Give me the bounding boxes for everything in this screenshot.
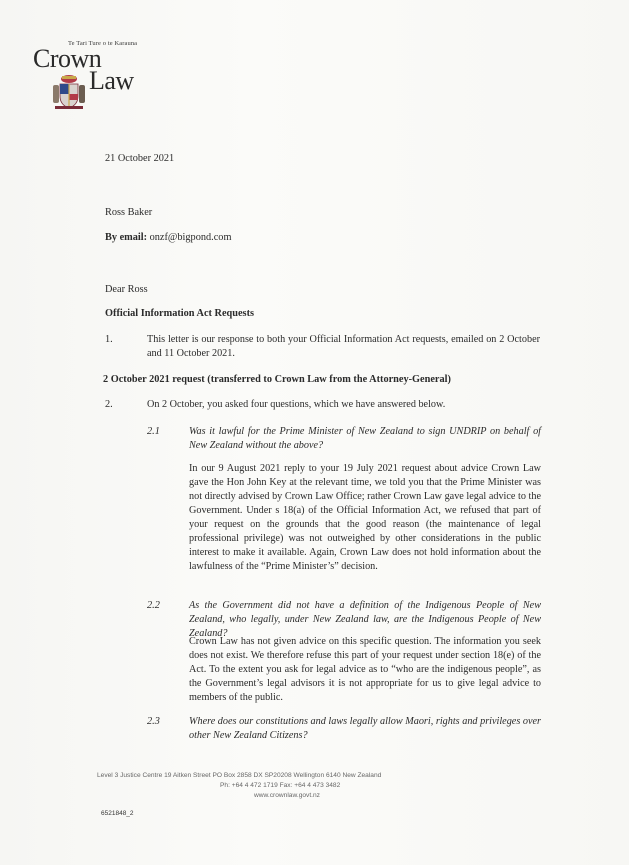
letter-date: 21 October 2021: [105, 153, 175, 164]
section-heading: 2 October 2021 request (transferred to Crown Law from the Attorney-General): [103, 374, 451, 385]
para1-number: 1.: [105, 334, 113, 345]
letter-heading: Official Information Act Requests: [105, 308, 255, 319]
email-label: By email:: [105, 232, 148, 243]
q21-question: Was it lawful for the Prime Minister of New Zealand to sign UNDRIP on behalf of New Zealand without the above?: [189, 426, 541, 451]
q21-number: 2.1: [147, 426, 160, 437]
para2-number: 2.: [105, 399, 113, 410]
q22-answer: Crown Law has not given advice on this specific question. The information you seek does not exist. We therefore refuse this part of your request under section 18(e) of the Act. To the extent you ask for legal advice as to “who are the indigenous people”, as the Government’s legal advisors it is not appropriate for us to give legal advice to members of the public.: [189, 636, 541, 703]
coat-of-arms-icon: [52, 73, 86, 111]
recipient-name: Ross Baker: [105, 207, 153, 218]
q22-question: As the Government did not have a definition of the Indigenous People of New Zealand, who legally, under New Zealand law, are the Indigenous People of New Zealand?: [189, 600, 541, 639]
letterhead-tagline: Te Tari Ture o te Karauna: [68, 40, 138, 47]
footer-website: www.crownlaw.govt.nz: [254, 792, 320, 799]
recipient-email: onzf@bigpond.com: [149, 232, 232, 243]
recipient-email-line: [105, 231, 231, 245]
q22-number: 2.2: [147, 600, 160, 611]
footer-phone: Ph: +64 4 472 1719 Fax: +64 4 473 3482: [220, 782, 341, 789]
q23-question: Where does our constitutions and laws legally allow Maori, rights and privileges over other New Zealand Citizens?: [189, 716, 541, 741]
q21-answer: In our 9 August 2021 reply to your 19 July 2021 request about advice Crown Law gave the Hon John Key at the relevant time, we told you that the Prime Minister was not directly advised by Crown Law Office; rather Crown Law gave legal advice to the Government. Under s 18(a) of the Official Information Act, we refused that part of your request on the grounds that the good reason (the maintenance of legal professional privilege) was not outweighed by other considerations in the public interest to make it available. Again, Crown Law does not hold information about the lawfulness of the “Prime Minister’s” decision.: [189, 463, 541, 572]
para1-text: This letter is our response to both your Official Information Act requests, emailed on 2 October and 11 October 2021.: [147, 334, 540, 359]
letterhead-name-crown: Crown: [33, 44, 102, 73]
footer-address: Level 3 Justice Centre 19 Aitken Street PO Box 2858 DX SP20208 Wellington 6140 New Zealand: [97, 772, 382, 779]
letterhead-name-law: Law: [89, 66, 134, 95]
para2-text: On 2 October, you asked four questions, which we have answered below.: [147, 399, 446, 410]
salutation: Dear Ross: [105, 284, 148, 295]
q23-number: 2.3: [147, 716, 160, 727]
document-reference: 6521848_2: [101, 810, 134, 817]
